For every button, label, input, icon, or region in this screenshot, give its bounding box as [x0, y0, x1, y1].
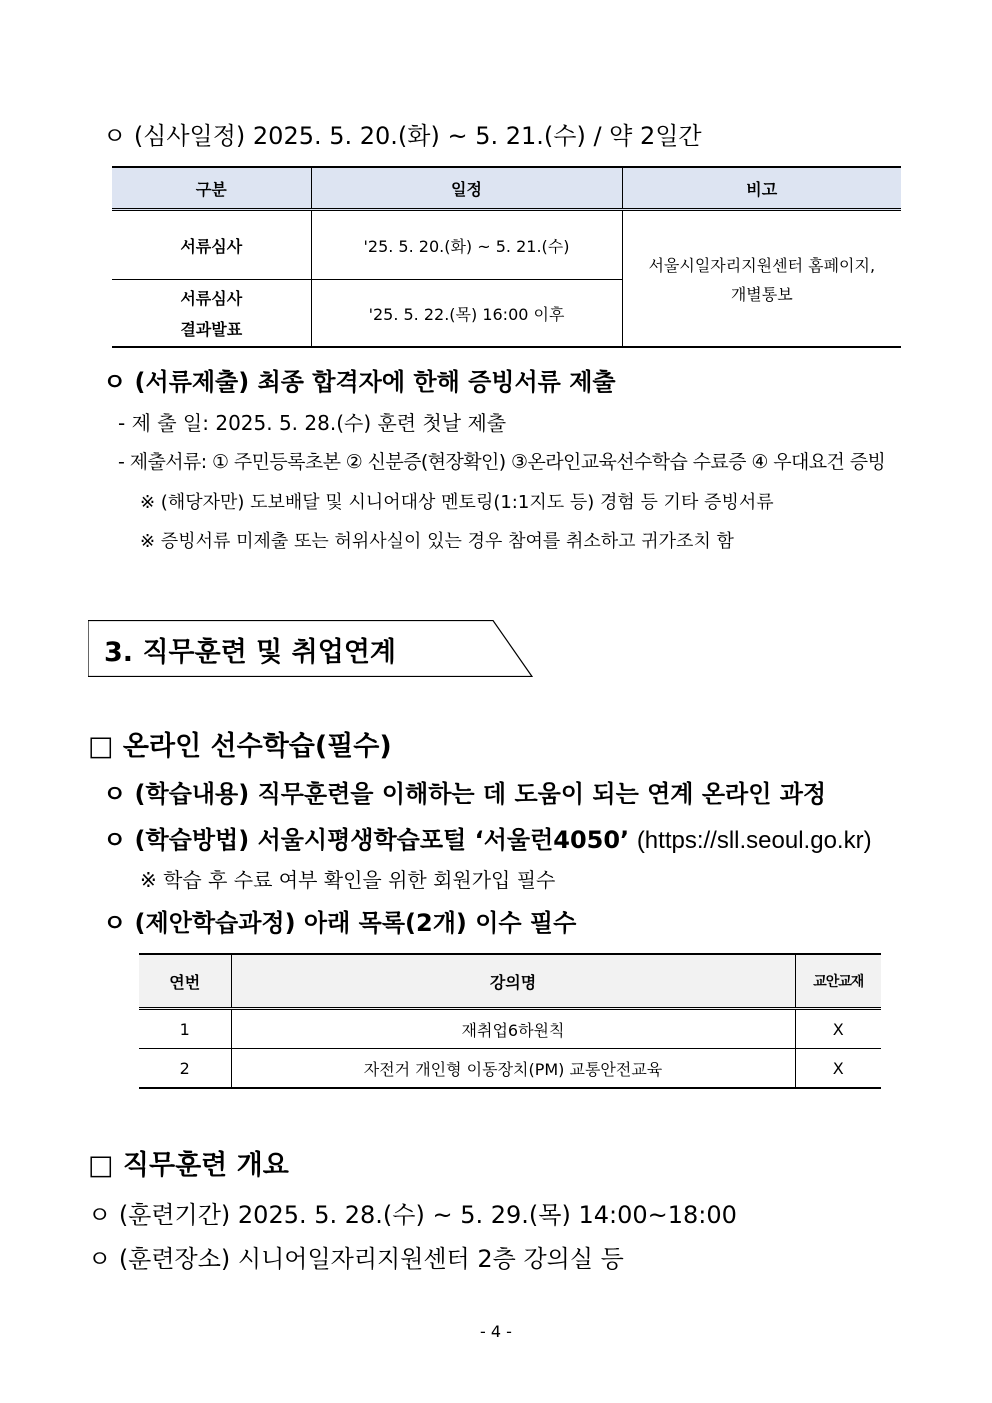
remark-line2: 개별통보 — [730, 284, 793, 304]
row-date: '25. 5. 20.(화) ~ 5. 21.(수) — [311, 210, 622, 280]
category-line1: 서류심사 — [180, 289, 243, 308]
section-title: 3. 직무훈련 및 취업연계 — [104, 637, 396, 668]
submission-note-1: ※ (해당자만) 도보배달 및 시니어대상 멘토링(1:1지도 등) 경험 등 기타 증빙서류 — [140, 492, 774, 513]
course-no: 2 — [139, 1049, 231, 1089]
courses-title: ㅇ (제안학습과정) 아래 목록(2개) 이수 필수 — [103, 909, 577, 937]
training-place-line: ㅇ (훈련장소) 시니어일자리지원센터 2층 강의실 등 — [88, 1245, 624, 1273]
header-no: 연번 — [139, 954, 231, 1009]
schedule-table — [112, 166, 901, 348]
page-number: - 4 - — [480, 1322, 512, 1341]
submission-note-2: ※ 증빙서류 미제출 또는 허위사실이 있는 경우 참여를 취소하고 귀가조치 함 — [140, 531, 734, 552]
training-period-line: ㅇ (훈련기간) 2025. 5. 28.(수) ~ 5. 29.(목) 14:00~18:00 — [88, 1201, 737, 1229]
submission-docs-line: - 제출서류: ① 주민등록초본 ② 신분증(현장확인) ③온라인교육선수학습 수료증 ④ 우대요건 증빙 — [118, 451, 886, 473]
learning-method-label: ㅇ (학습방법) 서울시평생학습포털 ‘서울런4050’ — [103, 826, 630, 854]
row-date: '25. 5. 22.(목) 16:00 이후 — [311, 280, 622, 348]
learning-portal-link[interactable]: (https://sll.seoul.go.kr) — [636, 827, 872, 854]
header-course-name: 강의명 — [231, 954, 795, 1009]
course-table-header — [139, 954, 881, 1009]
schedule-table-header — [112, 167, 901, 210]
table-row — [112, 210, 901, 280]
remark-cell — [622, 210, 901, 348]
remark-line1: 서울시일자리지원센터 홈페이지, — [648, 255, 876, 275]
header-remark: 비고 — [622, 167, 901, 210]
table-row — [139, 1049, 881, 1089]
learning-content-line: ㅇ (학습내용) 직무훈련을 이해하는 데 도움이 되는 연계 온라인 과정 — [103, 780, 827, 808]
course-material: X — [795, 1049, 881, 1089]
course-table — [139, 953, 881, 1089]
course-name: 자전거 개인형 이동장치(PM) 교통안전교육 — [231, 1049, 795, 1089]
row-category: 서류심사 — [112, 210, 311, 280]
row-category — [112, 280, 311, 348]
learning-note: ※ 학습 후 수료 여부 확인을 위한 회원가입 필수 — [140, 868, 556, 892]
online-learning-heading: □ 온라인 선수학습(필수) — [88, 731, 392, 762]
course-material: X — [795, 1009, 881, 1049]
header-material: 교안교재 — [795, 954, 881, 1009]
learning-method-line — [103, 820, 872, 855]
table-row — [139, 1009, 881, 1049]
category-line2: 결과발표 — [180, 320, 243, 339]
course-name: 재취업6하원칙 — [231, 1009, 795, 1049]
review-schedule-line: ㅇ (심사일정) 2025. 5. 20.(화) ~ 5. 21.(수) / 약 2일간 — [103, 122, 702, 150]
course-no: 1 — [139, 1009, 231, 1049]
header-category: 구분 — [112, 167, 311, 210]
training-overview-heading: □ 직무훈련 개요 — [88, 1150, 289, 1181]
doc-submission-title: ㅇ (서류제출) 최종 합격자에 한해 증빙서류 제출 — [103, 368, 616, 396]
header-date: 일정 — [311, 167, 622, 210]
submission-date-line: - 제 출 일: 2025. 5. 28.(수) 훈련 첫날 제출 — [118, 411, 507, 435]
